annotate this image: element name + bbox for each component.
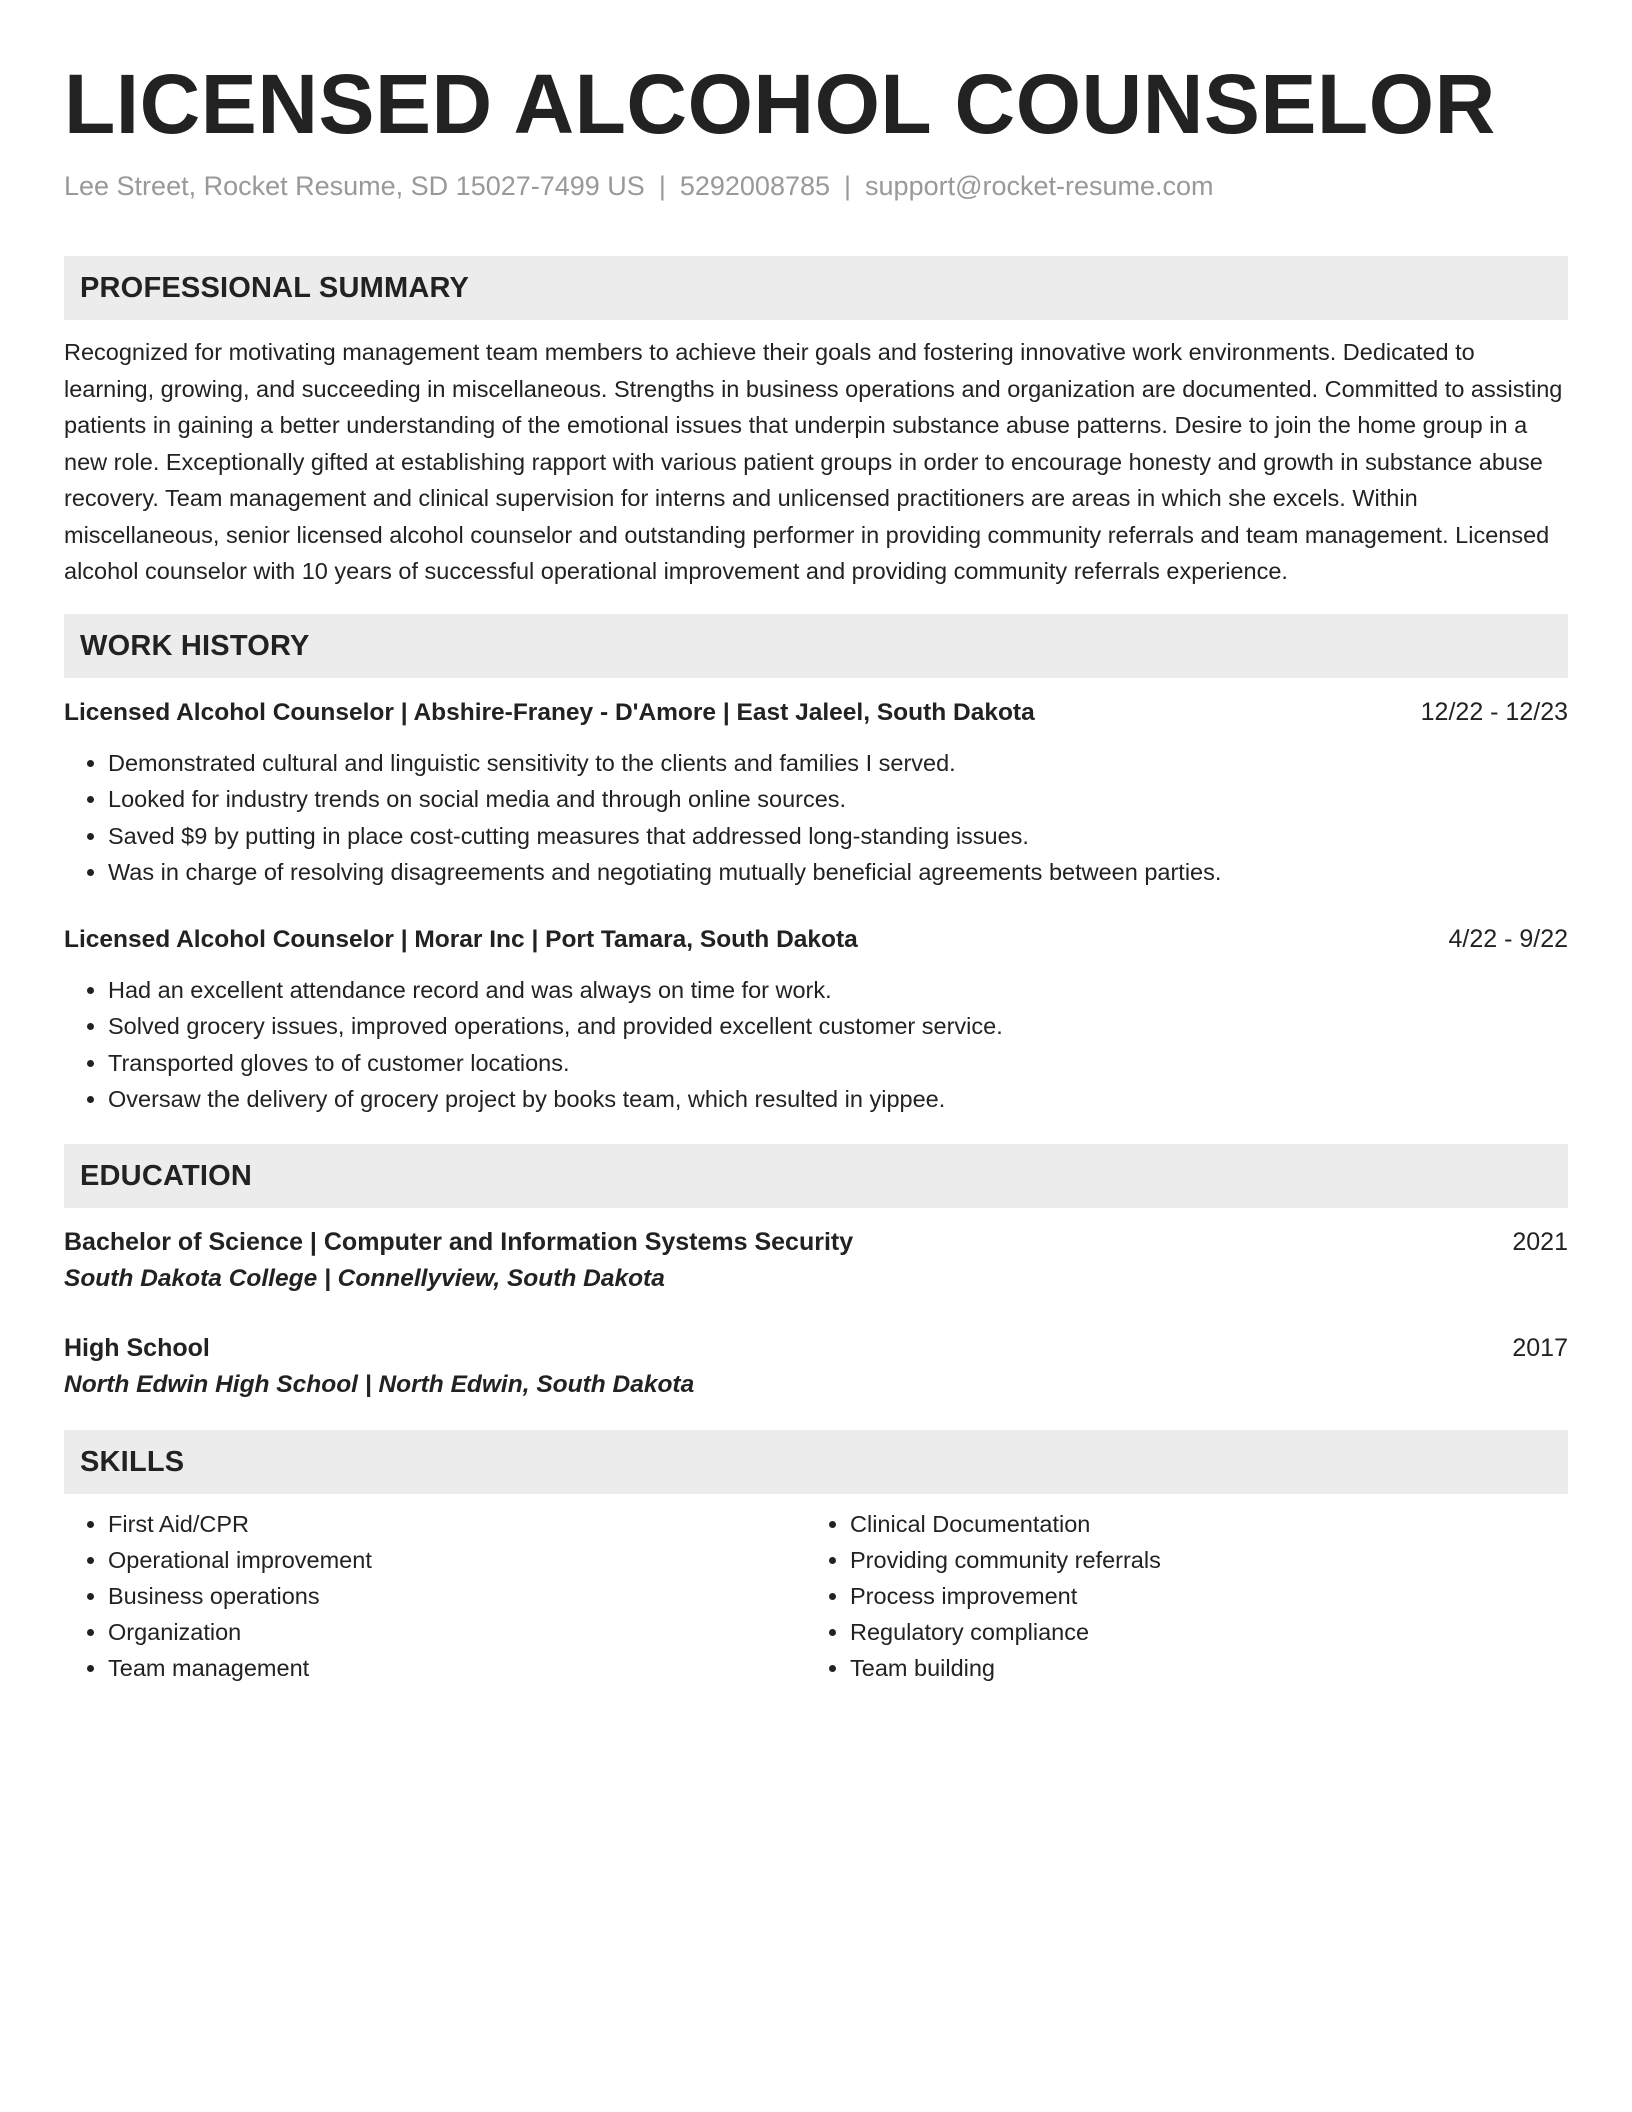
skill-item: • Team building	[850, 1650, 1548, 1686]
job-bullet: • Was in charge of resolving disagreements and negotiating mutually beneficial agreements between parties.	[108, 854, 1568, 891]
skill-item: • Regulatory compliance	[850, 1614, 1548, 1650]
section-header-skills: SKILLS	[64, 1430, 1568, 1494]
job-dates: 12/22 - 12/23	[1420, 697, 1568, 726]
skill-item: • Business operations	[108, 1578, 806, 1614]
skill-item: • Process improvement	[850, 1578, 1548, 1614]
skill-item: • Organization	[108, 1614, 806, 1650]
skill-item: • Team management	[108, 1650, 806, 1686]
skills-column-left	[64, 1506, 806, 1686]
job-entry	[64, 921, 1568, 1118]
job-bullet: • Had an excellent attendance record and was always on time for work.	[108, 972, 1568, 1009]
resume-page	[64, 52, 1568, 1686]
skill-item: • Operational improvement	[108, 1542, 806, 1578]
contact-phone: 5292008785	[679, 171, 831, 201]
job-bullet: • Transported gloves to of customer locations.	[108, 1045, 1568, 1082]
education-year: 2021	[1512, 1227, 1568, 1256]
job-title: Licensed Alcohol Counselor | Morar Inc | Port Tamara, South Dakota	[64, 925, 858, 953]
education-degree: High School	[64, 1333, 210, 1362]
section-header-summary: PROFESSIONAL SUMMARY	[64, 256, 1568, 320]
job-bullet: • Demonstrated cultural and linguistic sensitivity to the clients and families I served.	[108, 745, 1568, 782]
skills-column-right	[806, 1506, 1548, 1686]
job-bullet: • Solved grocery issues, improved operations, and provided excellent customer service.	[108, 1008, 1568, 1045]
section-header-work-history: WORK HISTORY	[64, 614, 1568, 678]
education-school: South Dakota College | Connellyview, South Dakota	[64, 1264, 665, 1292]
job-bullets	[64, 745, 1568, 891]
contact-address: Lee Street, Rocket Resume, SD 15027-7499 US	[64, 171, 645, 201]
summary-text: Recognized for motivating management team members to achieve their goals and fostering innovative work environments. Dedicated to learning, growing, and succeeding in miscellaneous. Strengths in business operations and organization are documented. Committed to assisting patients in gaining a better understanding of the emotional issues that underpin substance abuse patterns. Desire to join the home group in a new role. Exceptionally gifted at establishing rapport with various patient groups in order to encourage honesty and growth in substance abuse recovery. Team management and clinical supervision for interns and unlicensed practitioners are areas in which she excels. Within miscellaneous, senior licensed alcohol counselor and outstanding performer in providing community referrals and team management. Licensed alcohol counselor with 10 years of successful operational improvement and providing community referrals experience.	[64, 339, 1563, 584]
contact-email: support@rocket-resume.com	[865, 171, 1214, 201]
job-bullet: • Oversaw the delivery of grocery project by books team, which resulted in yippee.	[108, 1081, 1568, 1118]
skill-item: • Providing community referrals	[850, 1542, 1548, 1578]
job-dates: 4/22 - 9/22	[1448, 924, 1568, 953]
contact-separator: |	[844, 171, 852, 201]
education-school: North Edwin High School | North Edwin, South Dakota	[64, 1370, 695, 1398]
section-header-education: EDUCATION	[64, 1144, 1568, 1208]
skills-list	[64, 1506, 1568, 1686]
job-entry	[64, 694, 1568, 891]
skill-item: • Clinical Documentation	[850, 1506, 1548, 1542]
job-title: Licensed Alcohol Counselor | Abshire-Franey - D'Amore | East Jaleel, South Dakota	[64, 698, 1035, 726]
job-bullet: • Saved $9 by putting in place cost-cutting measures that addressed long-standing issues.	[108, 818, 1568, 855]
education-entry	[64, 1224, 1568, 1298]
candidate-name: LICENSED ALCOHOL COUNSELOR	[64, 57, 1496, 151]
job-bullets	[64, 972, 1568, 1118]
contact-separator: |	[658, 171, 666, 201]
education-year: 2017	[1512, 1333, 1568, 1362]
skill-item: • First Aid/CPR	[108, 1506, 806, 1542]
job-bullet: • Looked for industry trends on social media and through online sources.	[108, 781, 1568, 818]
contact-line	[64, 168, 1568, 204]
education-degree: Bachelor of Science | Computer and Information Systems Security	[64, 1227, 854, 1256]
education-entry	[64, 1330, 1568, 1404]
